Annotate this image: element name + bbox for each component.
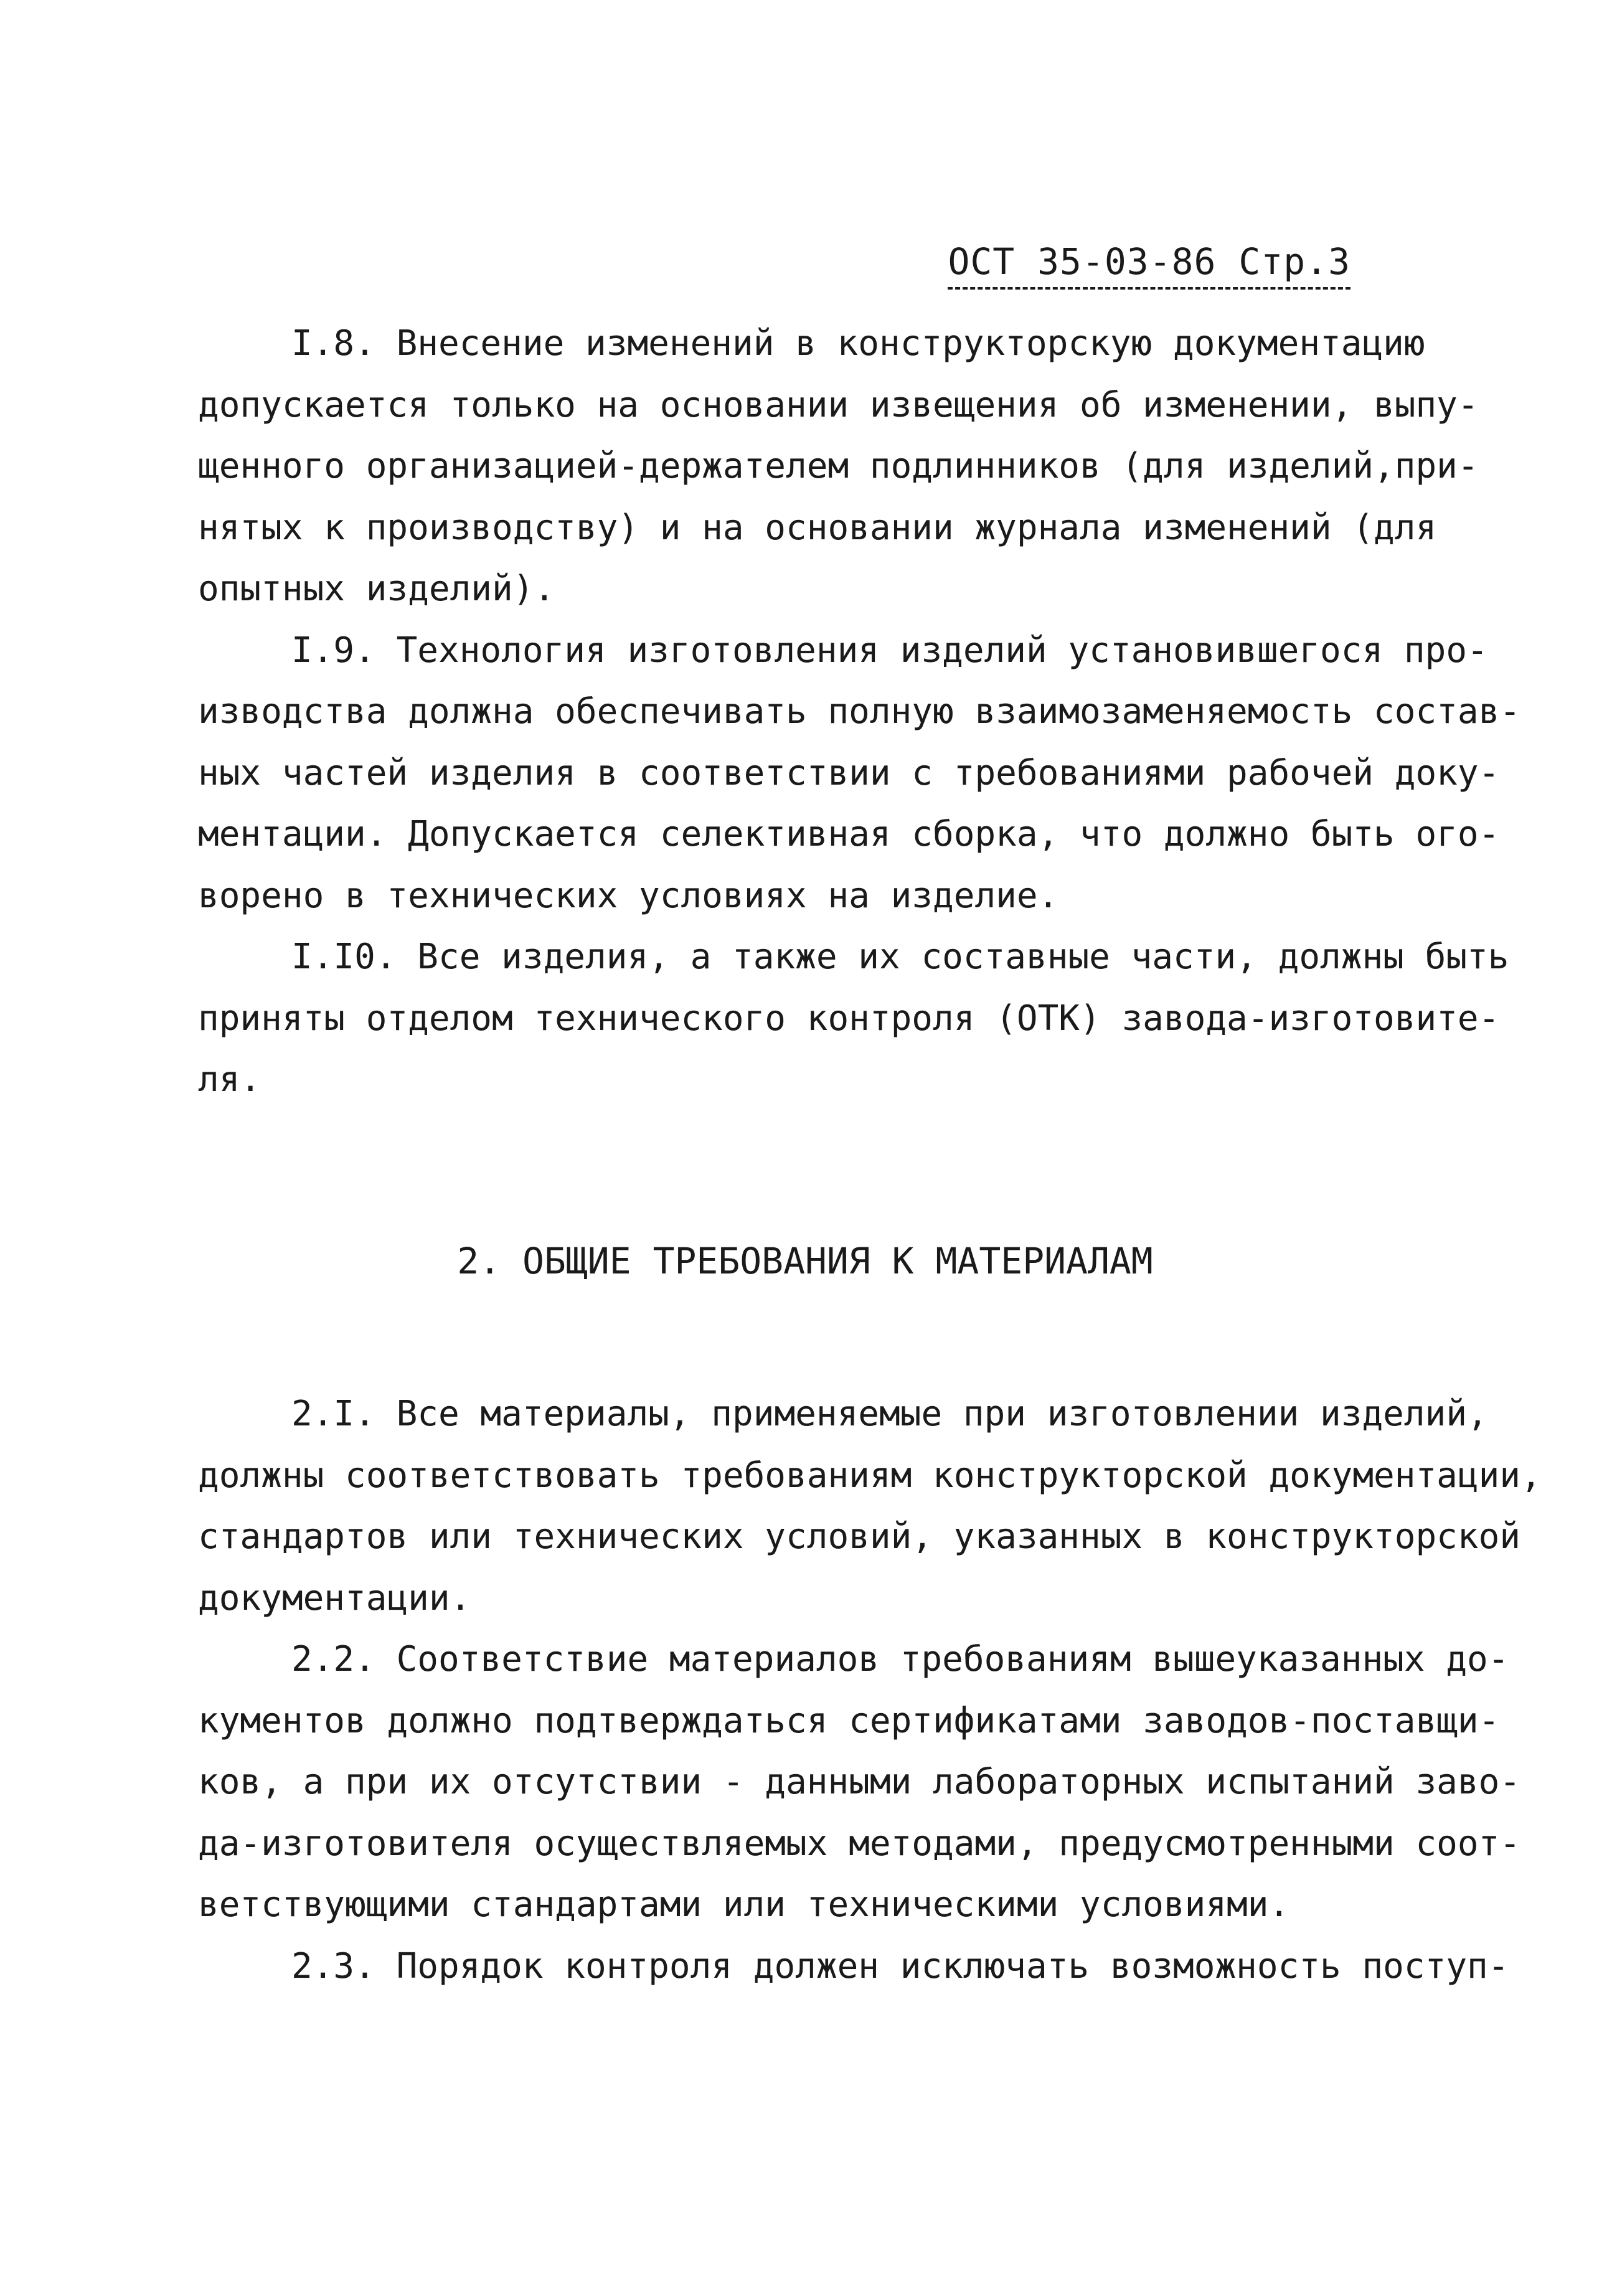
paragraphs-section-2	[198, 1384, 1542, 1997]
paragraph-1-9-line: ментации. Допускается селективная сборка, что должно быть ого-	[198, 814, 1500, 854]
paragraphs-section-1	[198, 313, 1521, 1111]
paragraph-1-8-line: щенного организацией-держателем подлинников (для изделий,при-	[198, 446, 1479, 486]
paragraph-2-1-line: должны соответствовать требованиям конструкторской документации,	[198, 1455, 1542, 1496]
paragraph-1-8-line: I.8. Внесение изменений в конструкторскую документацию	[291, 323, 1425, 364]
section-2-heading: 2. ОБЩИЕ ТРЕБОВАНИЯ К МАТЕРИАЛАМ	[457, 1240, 1153, 1282]
paragraph-2-1-line: документации.	[198, 1577, 471, 1618]
paragraph-2-2-line: ветствующими стандартами или техническими условиями.	[198, 1884, 1290, 1925]
paragraph-1-8-line: допускается только на основании извещения об изменении, выпу-	[198, 384, 1479, 425]
paragraph-1-9-line: изводства должна обеспечивать полную взаимозаменяемость состав-	[198, 691, 1521, 732]
paragraph-2-3-line: 2.3. Порядок контроля должен исключать возможность поступ-	[291, 1945, 1509, 1987]
paragraph-2-2-line: кументов должно подтверждаться сертификатами заводов-поставщи-	[198, 1700, 1500, 1741]
paragraph-1-10-line: ля.	[198, 1059, 262, 1100]
paragraph-1-9-line: ных частей изделия в соответствии с требованиями рабочей доку-	[198, 752, 1500, 793]
paragraph-1-10-line: приняты отделом технического контроля (ОТК) завода-изготовите-	[198, 998, 1500, 1039]
paragraph-2-2-line: 2.2. Соответствие материалов требованиям вышеуказанных до-	[291, 1639, 1509, 1679]
paragraph-2-2-line: ков, а при их отсутствии - данными лабораторных испытаний заво-	[198, 1762, 1521, 1802]
paragraph-1-9-line: I.9. Технология изготовления изделий установившегося про-	[291, 630, 1488, 671]
paragraph-2-1-line: 2.I. Все материалы, применяемые при изготовлении изделий,	[291, 1394, 1488, 1434]
paragraph-2-2-line: да-изготовителя осуществляемых методами, предусмотренными соот-	[198, 1823, 1521, 1864]
page-header-doc-ref: ОСТ 35-03-86 Стр.3	[948, 240, 1350, 290]
paragraph-1-8-line: опытных изделий).	[198, 569, 555, 609]
paragraph-1-10-line: I.I0. Все изделия, а также их составные части, должны быть	[291, 937, 1509, 977]
paragraph-2-1-line: стандартов или технических условий, указанных в конструкторской	[198, 1516, 1521, 1557]
paragraph-1-8-line: нятых к производству) и на основании журнала изменений (для	[198, 507, 1437, 548]
paragraph-1-9-line: ворено в технических условиях на изделие.	[198, 875, 1059, 916]
